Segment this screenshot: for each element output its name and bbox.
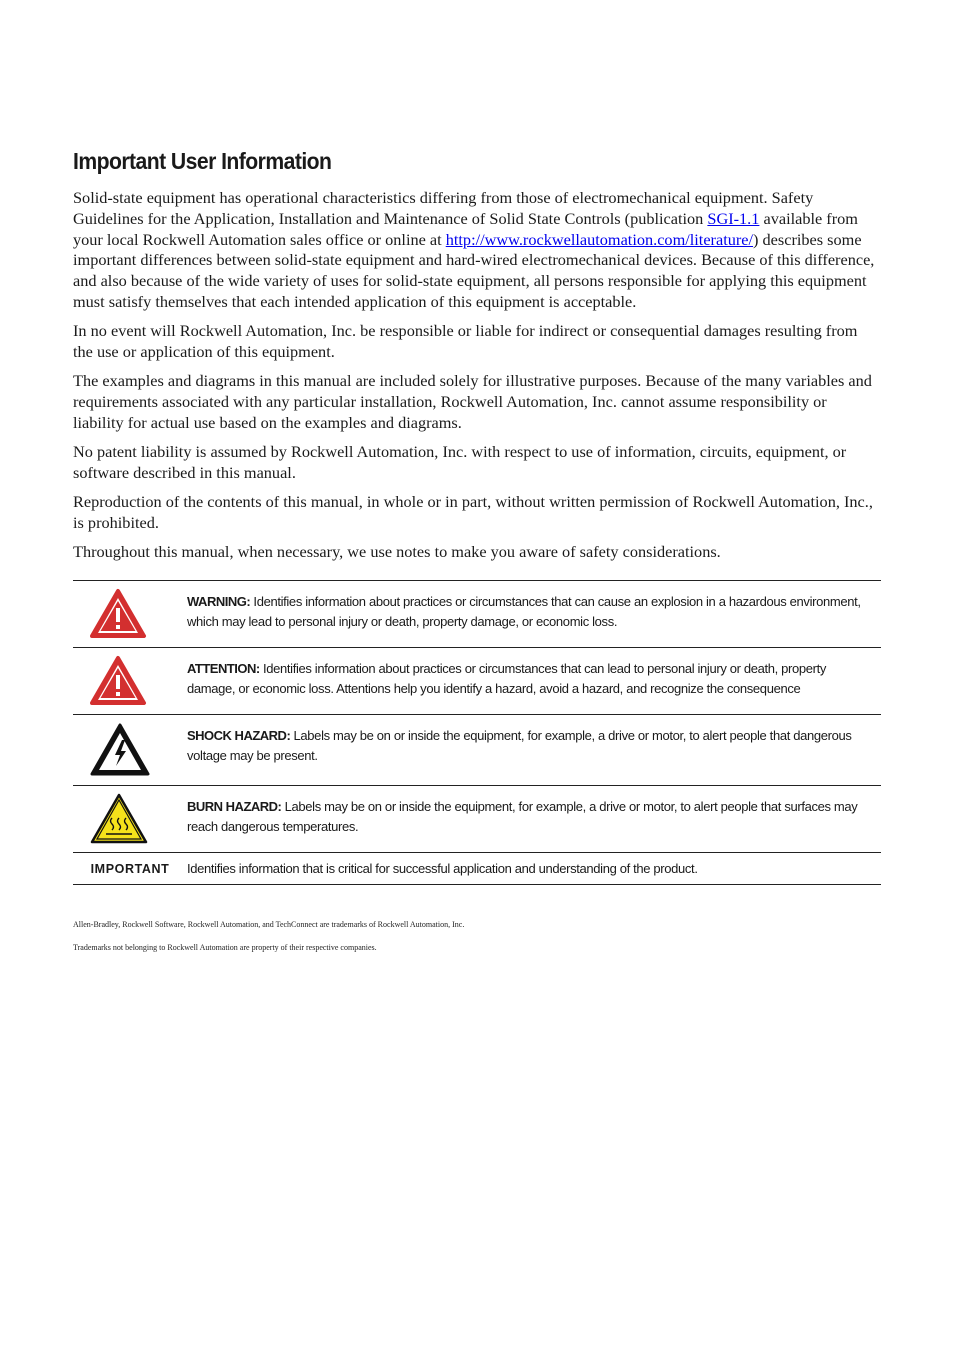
burn-hazard-icon xyxy=(73,786,187,852)
burn-hazard-notice xyxy=(73,786,881,853)
shock-hazard-icon xyxy=(73,715,187,785)
important-label: IMPORTANT xyxy=(90,861,170,876)
shock-hazard-label: SHOCK HAZARD: xyxy=(187,728,291,743)
paragraph-5: Reproduction of the contents of this manual, in whole or in part, without written permission of Rockwell Automation, Inc., is prohibited. xyxy=(73,492,873,533)
warning-notice xyxy=(73,581,881,648)
attention-label: ATTENTION: xyxy=(187,661,260,676)
burn-hazard-label: BURN HAZARD: xyxy=(187,799,282,814)
sgi-link[interactable]: SGI-1.1 xyxy=(707,208,760,228)
paragraph-2: In no event will Rockwell Automation, Inc. be responsible or liable for indirect or consequential damages resulting from the use or application of this equipment. xyxy=(73,321,858,362)
burn-hazard-text xyxy=(187,786,881,852)
page-title: Important User Information xyxy=(73,148,332,174)
paragraph-1 xyxy=(73,188,881,313)
literature-link[interactable]: http://www.rockwellautomation.com/literature/ xyxy=(445,229,754,249)
attention-notice xyxy=(73,648,881,715)
warning-triangle-icon xyxy=(73,581,187,647)
third-party-trademark-footnote: Trademarks not belonging to Rockwell Automation are property of their respective companies. xyxy=(73,943,377,952)
important-text: Identifies information that is critical for successful application and understanding of the product. xyxy=(187,860,698,876)
paragraph-4: No patent liability is assumed by Rockwell Automation, Inc. with respect to use of information, circuits, equipment, or software described in this manual. xyxy=(73,442,847,483)
attention-description: Identifies information about practices or circumstances that can lead to personal injury or death, property damage, or economic loss. Attentions help you identify a hazard, avoid a hazard, and recognize the consequence xyxy=(187,661,827,696)
attention-text xyxy=(187,648,881,714)
important-notice xyxy=(73,853,881,885)
shock-hazard-description: Labels may be on or inside the equipment, for example, a drive or motor, to alert people that dangerous voltage may be present. xyxy=(187,728,852,763)
warning-text xyxy=(187,581,881,647)
warning-label: WARNING: xyxy=(187,594,251,609)
trademark-footnote: Allen-Bradley, Rockwell Software, Rockwell Automation, and TechConnect are trademarks of Rockwell Automation, Inc. xyxy=(73,920,465,929)
burn-hazard-description: Labels may be on or inside the equipment, for example, a drive or motor, to alert people that surfaces may reach dangerous temperatures. xyxy=(187,799,858,834)
paragraph-1-text-a: Solid-state equipment has operational characteristics differing from those of electromechanical equipment. Safety Guidelines for the Application, Installation and Maintenance of Solid State Controls (publication xyxy=(73,188,814,228)
paragraph-1-text-b: available from your local Rockwell Automation sales office or online at xyxy=(73,208,858,249)
attention-triangle-icon xyxy=(73,648,187,714)
paragraph-6: Throughout this manual, when necessary, we use notes to make you aware of safety considerations. xyxy=(73,542,721,562)
safety-notices-table xyxy=(73,580,881,885)
body-text xyxy=(73,188,881,572)
shock-hazard-notice xyxy=(73,715,881,786)
paragraph-1-text-c: ) describes some important differences between solid-state equipment and hard-wired electromechanical devices. Because of this difference, and also because of the wide variety of uses for solid-state equipment, all persons responsible for applying this equipment must satisfy themselves that each intended application of this equipment is acceptable. xyxy=(73,229,875,311)
paragraph-3: The examples and diagrams in this manual are included solely for illustrative purposes. Because of the many variables and requirements associated with any particular installation, Rockwell Automation, Inc. cannot assume responsibility or liability for actual use based on the examples and diagrams. xyxy=(73,371,872,432)
shock-hazard-text xyxy=(187,715,881,785)
warning-description: Identifies information about practices or circumstances that can cause an explosion in a hazardous environment, which may lead to personal injury or death, property damage, or economic loss. xyxy=(187,594,861,629)
